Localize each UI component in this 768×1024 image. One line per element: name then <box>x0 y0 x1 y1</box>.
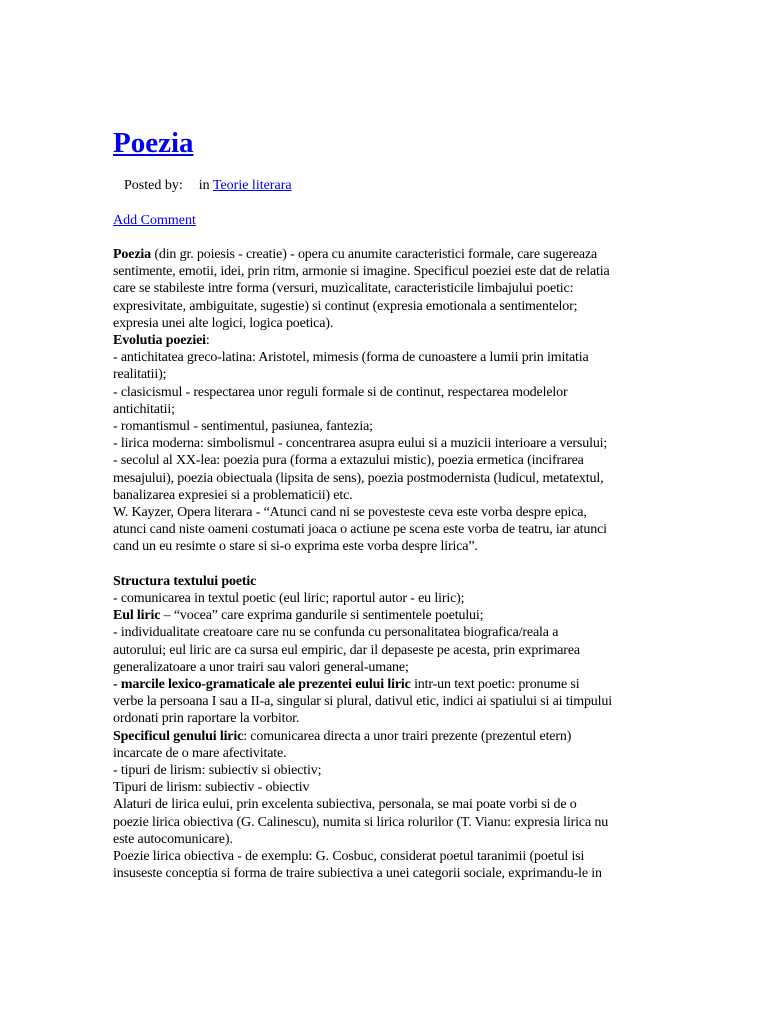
article-paragraph-2 <box>113 573 658 883</box>
article-line <box>113 728 658 745</box>
article-line <box>113 298 658 315</box>
article-line <box>113 280 658 297</box>
article-text: (din gr. poiesis - creatie) - opera cu anumite caracteristici formale, care sugereaza <box>150 247 598 262</box>
article-line <box>113 710 658 727</box>
article-line <box>113 538 658 555</box>
article-text: antichitatii; <box>113 401 175 417</box>
article-text: realitatii); <box>113 367 167 383</box>
article-text: care se stabileste intre forma (versuri, muzicalitate, caracteristicile limbajului poetic: <box>113 281 574 297</box>
article-text: poezie lirica obiectiva (G. Calinescu), numita si lirica rolurilor (T. Vianu: expresia lirica nu <box>113 814 609 830</box>
article-text: expresivitate, ambiguitate, sugestie) si continut (expresia emotionala a sentimentelor; <box>113 298 578 314</box>
article-bold-term: Evolutia poeziei <box>113 333 206 349</box>
posted-by-label: Posted by: <box>124 178 183 193</box>
article-line <box>113 865 658 882</box>
article-line <box>113 521 658 538</box>
article-line <box>113 384 658 401</box>
article-paragraph-1 <box>113 246 658 556</box>
article-text: – “vocea” care exprima gandurile si sentimentele poetului; <box>160 608 484 624</box>
add-comment-link[interactable]: Add Comment <box>113 213 196 228</box>
article-line <box>113 470 658 487</box>
article-line <box>113 418 658 435</box>
article-text: Tipuri de lirism: subiectiv - obiectiv <box>113 780 310 796</box>
article-text: W. Kayzer, Opera literara - “Atunci cand ni se povesteste ceva este vorba despre epica, <box>113 505 587 521</box>
article-line <box>113 452 658 469</box>
article-text: generalizatoare a unor trairi sau valori general-umane; <box>113 659 409 675</box>
article-text: este autocomunicare). <box>113 831 233 847</box>
article-text: expresia unei alte logici, logica poetica). <box>113 315 334 331</box>
article-text: autorului; eul liric are ca sursa eul empiric, dar il depaseste pe acesta, prin exprimarea <box>113 642 580 658</box>
article-line <box>113 676 658 693</box>
category-link[interactable]: Teorie literara <box>212 178 292 193</box>
article-line <box>113 332 658 349</box>
article-text: - antichitatea greco-latina: Aristotel, mimesis (forma de cunoastere a lumii prin imitatia <box>113 350 589 366</box>
article-text: - tipuri de lirism: subiectiv si obiectiv; <box>113 763 322 779</box>
article-body <box>113 246 658 883</box>
post-title-link[interactable]: Poezia <box>113 127 194 159</box>
article-line <box>113 693 658 710</box>
article-text: banalizarea expresiei si a problematicii) etc. <box>113 487 353 503</box>
article-text: verbe la persoana I sau a II-a, singular si plural, dativul etic, indici ai spatiului si ai timpului <box>113 694 612 710</box>
article-line <box>113 831 658 848</box>
article-text: - romantismul - sentimentul, pasiunea, fantezia; <box>113 419 373 435</box>
article-text: Alaturi de lirica eului, prin excelenta subiectiva, personala, se mai poate vorbi si de o <box>113 797 577 813</box>
article-text: cand un eu resimte o stare si si-o exprima este vorba despre lirica”. <box>113 539 478 555</box>
in-label: in <box>198 178 210 193</box>
article-line <box>113 624 658 641</box>
post-title <box>113 123 194 163</box>
article-text: - clasicismul - respectarea unor reguli formale si de continut, respectarea modelelor <box>113 384 568 400</box>
article-line <box>113 263 658 280</box>
article-text: : comunicarea directa a unor trairi prezente (prezentul etern) <box>243 728 572 744</box>
article-text: ordonati prin raportare la vorbitor. <box>113 711 300 727</box>
article-line <box>113 745 658 762</box>
article-line <box>113 659 658 676</box>
article-text: insuseste conceptia si forma de traire subiectiva a unei categorii sociale, exprimandu-le in <box>113 866 602 882</box>
article-bold-term: - marcile lexico-gramaticale ale prezentei eului liric <box>113 677 411 693</box>
paragraph-spacer <box>113 556 658 573</box>
article-line <box>113 401 658 418</box>
article-line <box>113 573 658 590</box>
article-bold-term: Structura textului poetic <box>113 573 257 589</box>
article-text: intr-un text poetic: pronume si <box>410 677 580 693</box>
article-line <box>113 366 658 383</box>
article-text: - secolul al XX-lea: poezia pura (forma a extazului mistic), poezia ermetica (incifrarea <box>113 453 584 469</box>
article-text: mesajului), poezia obiectuala (lipsita de sens), poezia postmodernista (ludicul, metatextul, <box>113 470 604 486</box>
article-line <box>113 590 658 607</box>
article-line <box>113 642 658 659</box>
article-line <box>113 814 658 831</box>
article-line <box>113 349 658 366</box>
article-line <box>113 607 658 624</box>
article-text: sentimente, emotii, idei, prin ritm, armonie si imagine. Specificul poeziei este dat de relatia <box>113 264 610 280</box>
article-text: - individualitate creatoare care nu se confunda cu personalitatea biografica/reala a <box>113 625 559 641</box>
article-bold-term: Specificul genului liric <box>113 728 244 744</box>
article-text: : <box>205 333 210 349</box>
article-text: incarcate de o mare afectivitate. <box>113 745 287 761</box>
article-bold-term: Eul liric <box>113 608 161 624</box>
article-line <box>113 796 658 813</box>
article-text: Poezie lirica obiectiva - de exemplu: G. Cosbuc, considerat poetul taranimii (poetul isi <box>113 849 585 865</box>
article-line <box>113 487 658 504</box>
article-line <box>113 762 658 779</box>
article-line <box>113 848 658 865</box>
article-text: - lirica moderna: simbolismul - concentrarea asupra eului si a muzicii interioare a versului; <box>113 436 608 452</box>
article-line <box>113 779 658 796</box>
article-bold-term: Poezia <box>113 247 151 262</box>
post-meta <box>124 177 292 195</box>
article-line <box>113 246 658 263</box>
article-text: atunci cand niste oameni costumati joaca o actiune pe scena este vorba de teatru, iar atunci <box>113 522 607 538</box>
article-text: - comunicarea in textul poetic (eul liric; raportul autor - eu liric); <box>113 591 465 607</box>
article-line <box>113 315 658 332</box>
article-line <box>113 504 658 521</box>
article-line <box>113 435 658 452</box>
